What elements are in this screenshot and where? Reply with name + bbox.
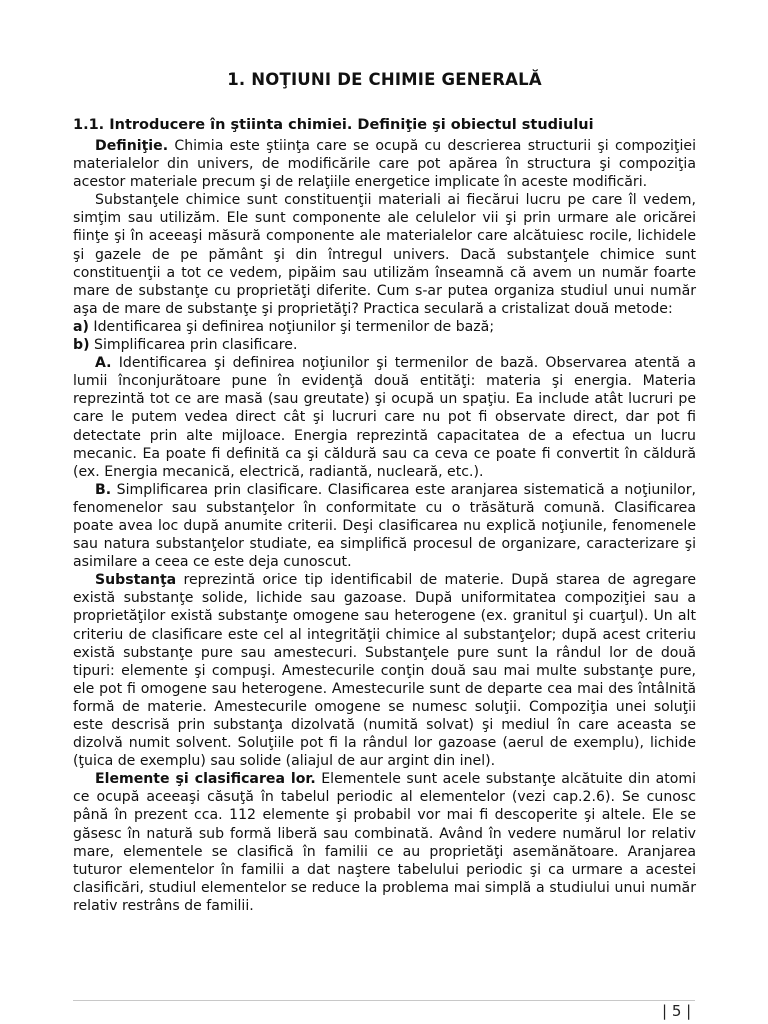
paragraph-text: Elementele sunt acele substanţe alcătuite din atomi ce ocupă aceeaşi căsuţă în tabelul periodic al elementelor (vezi cap.2.6). Se cunosc până în prezent cca. 112 elemente şi probabil vor mai fi descoperite şi altele. Ele se găsesc în natură sub formă liberă sau combinată. Având în vedere numărul lor relativ mare, elementele se clasifică în familii ce au proprietăţi asemănătoare. Aranjarea tuturor elementelor în familii a dat naştere tabelului periodic şi ca urmare a acestei clasificări, studiul elementelor se reduce la problema mai simplă a studiului unui număr relativ restrâns de familii. (73, 771, 696, 914)
paragraph-elements (73, 770, 696, 915)
paragraph-lead: Definiţie. (95, 138, 169, 154)
paragraph-definition (73, 137, 696, 191)
paragraph-lead: Substanţa (95, 572, 177, 589)
paragraph-text: Substanţele chimice sunt constituenţii materiali ai fiecărui lucru pe care îl vedem, simţim sau utilizăm. Ele sunt componente ale celulelor vii şi prin urmare ale oricărei fiinţe şi în aceeaşi măsură componente ale materialelor care alcătuiesc rocile, lichidele şi gazele de pe pământ şi din întregul univers. Dacă substanţele chimice sunt constituenţii a tot ce vedem, pipăim sau utilizăm înseamnă că avem un număr foarte mare de substanţe cu proprietăţi diferite. Cum s-ar putea organiza studiul unui număr aşa de mare de substanţe şi proprietăţi? Practica seculară a cristalizat două metode: (73, 192, 696, 317)
paragraph-classification (73, 481, 696, 571)
paragraph-lead: Elemente şi clasificarea lor. (95, 771, 316, 788)
paragraph-text: Simplificarea prin clasificare. Clasificarea este aranjarea sistematică a noţiunilor, fenomenelor sau substanţelor în conformitate cu o trăsătură comună. Clasificarea poate avea loc după anumite criterii. Deşi clasificarea nu explică noţiunile, fenomenele sau natura substanţelor studiate, ea simplifică procesul de organizare, caracterizare şi asimilare a ceea ce este deja cunoscut. (73, 481, 696, 571)
list-marker: a) (73, 318, 89, 335)
paragraph-substances-intro (73, 191, 696, 318)
paragraph-lead: B. (95, 481, 112, 498)
list-item-text: Identificarea şi definirea noţiunilor şi termenilor de bază; (88, 318, 495, 335)
paragraph-lead: A. (95, 355, 112, 372)
paragraph-text: Chimia este ştiinţa care se ocupă cu descrierea structurii şi compoziţiei materialelor din univers, de modificările care pot apărea în structura şi compoziţia acestor materiale precum şi de relaţiile energetice implicate în aceste modificări. (73, 138, 696, 191)
list-item-a (73, 318, 696, 336)
paragraph-identification (73, 354, 696, 481)
chapter-title: 1. NOŢIUNI DE CHIMIE GENERALĂ (227, 70, 542, 89)
footer-divider (73, 1000, 695, 1001)
section-title: 1.1. Introducere în ştiinta chimiei. Definiţie şi obiectul studiului (73, 117, 594, 133)
list-marker: b) (73, 337, 90, 354)
paragraph-text: Identificarea şi definirea noţiunilor şi termenilor de bază. Observarea atentă a lumii înconjurătoare pune în evidenţă două entităţi: materia şi energia. Materia reprezintă tot ce are masă (sau greutate) şi ocupă un spaţiu. Ea include atât lucruri pe care le putem vedea direct cât şi lucruri care nu pot fi observate direct, dar pot fi detectate prin alte mijloace. Energia reprezintă capacitatea de a efectua un lucru mecanic. Ea poate fi definită ca şi căldură sau ca ceva ce poate fi convertit în căldură (ex. Energia mecanică, electrică, radiantă, nucleară, etc.). (73, 355, 696, 480)
list-item-text: Simplificarea prin clasificare. (89, 337, 298, 354)
document-page (73, 70, 696, 915)
paragraph-substance (73, 571, 696, 770)
list-item-b (73, 336, 696, 354)
page-number: | 5 | (662, 1002, 692, 1020)
paragraph-text: reprezintă orice tip identificabil de materie. După starea de agregare există substanţe solide, lichide sau gazoase. După uniformitatea compoziţiei sau a proprietăţilor există substanţe omogene sau heterogene (ex. granitul şi cuarţul). Un alt criteriu de clasificare este cel al integrităţii chimice al substanţelor; după acest criteriu există substanţe pure sau amestecuri. Substanţele pure sunt la rândul lor de două tipuri: elemente şi compuşi. Amestecurile conţin două sau mai multe substanţe pure, ele pot fi omogene sau heterogene. Amestecurile sunt de departe cea mai des întâlnită formă de materie. Amestecurile omogene se numesc soluţii. Compoziţia unei soluţii este descrisă prin substanţa dizolvată (numită solvat) şi mediul în care aceasta se dizolvă numit solvent. Soluţiile pot fi la rândul lor gazoase (aerul de exemplu), lichide (ţuica de exemplu) sau solide (aliajul de aur argint din inel). (73, 572, 696, 770)
